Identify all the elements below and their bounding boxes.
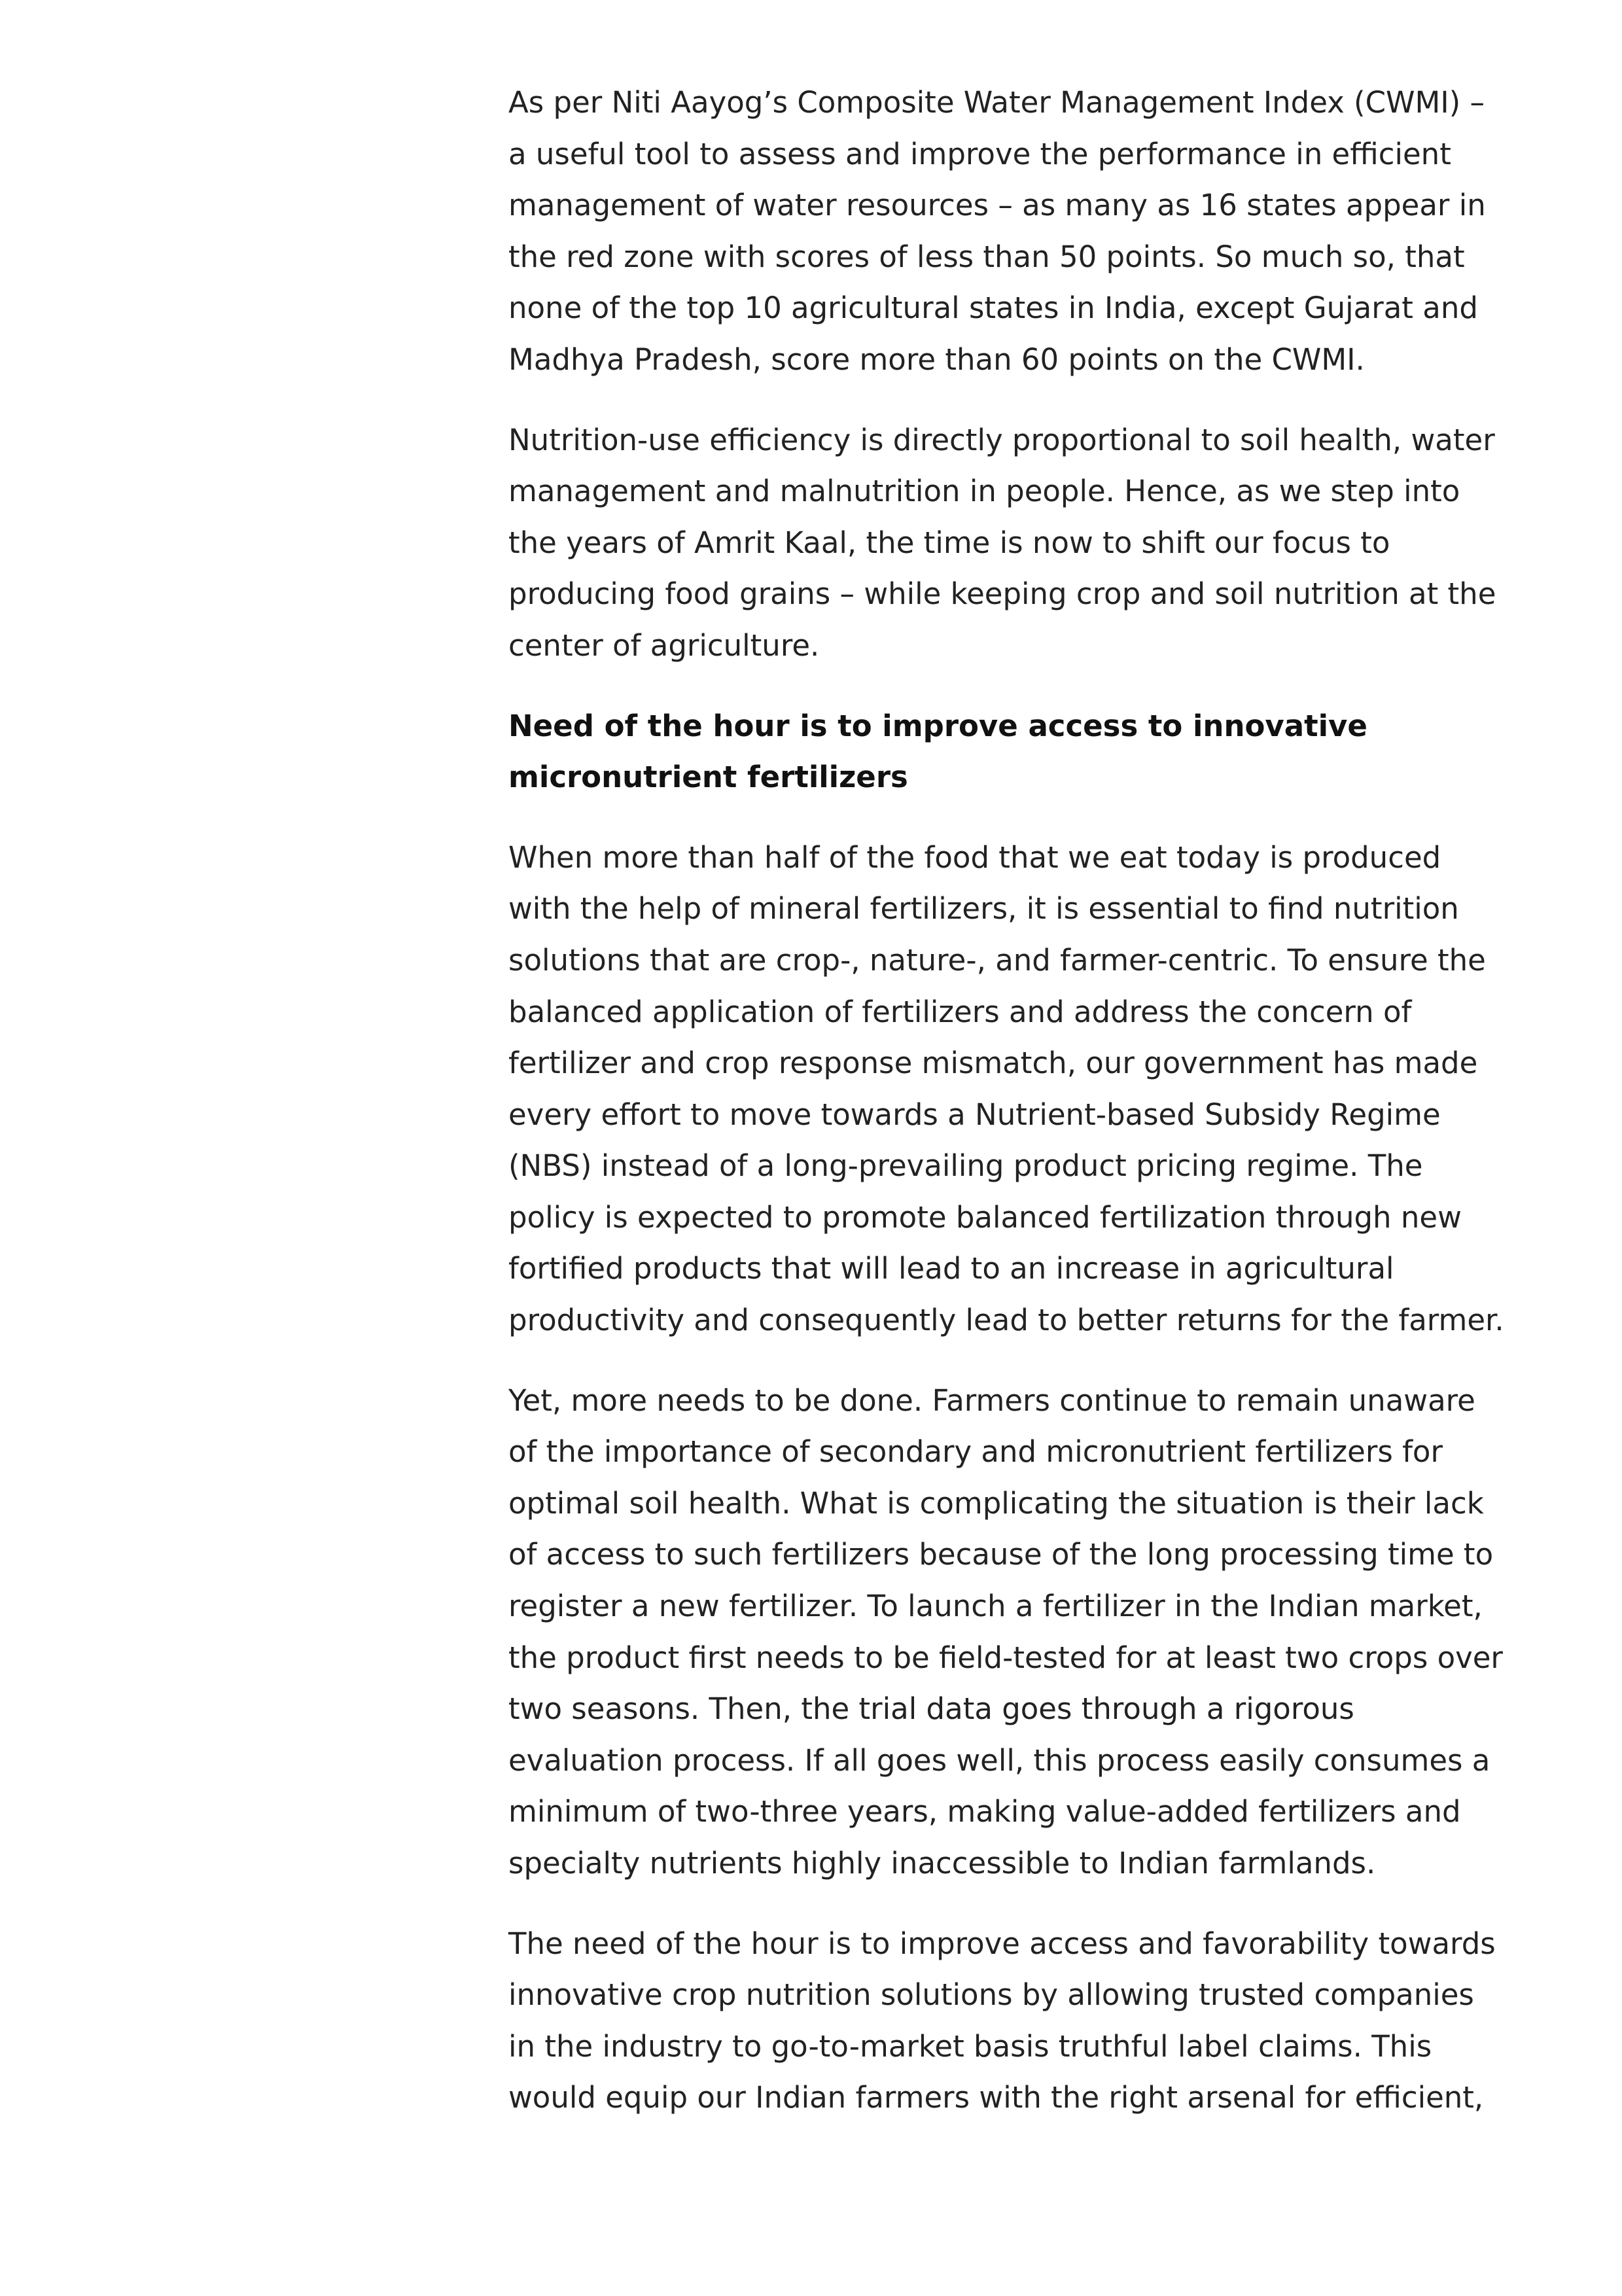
article-body (508, 77, 1504, 2153)
section-heading (508, 701, 1490, 804)
paragraph-more-needs-done (508, 1375, 1503, 1890)
text-line: The need of the hour is to improve access and favorability towards (508, 1926, 1496, 1961)
text-line: of access to such fertilizers because of the long processing time to (508, 1537, 1494, 1572)
text-line: management of water resources – as many as 16 states appear in (508, 188, 1486, 223)
text-line: solutions that are crop-, nature-, and farmer-centric. To ensure the (508, 942, 1486, 978)
text-line: of the importance of secondary and micronutrient fertilizers for (508, 1434, 1443, 1470)
paragraph-mineral-fertilizers (508, 832, 1504, 1347)
text-line: specialty nutrients highly inaccessible to Indian farmlands. (508, 1846, 1376, 1881)
text-line: Madhya Pradesh, score more than 60 points on the CWMI. (508, 342, 1365, 377)
text-line: When more than half of the food that we eat today is produced (508, 839, 1441, 875)
text-line: none of the top 10 agricultural states in India, except Gujarat and (508, 291, 1478, 326)
text-line: innovative crop nutrition solutions by allowing trusted companies (508, 1977, 1474, 2013)
text-line: As per Niti Aayog’s Composite Water Management Index (CWMI) – (508, 85, 1485, 120)
text-line: register a new fertilizer. To launch a fertilizer in the Indian market, (508, 1589, 1483, 1624)
text-line: minimum of two-three years, making value-added fertilizers and (508, 1794, 1461, 1829)
text-line: a useful tool to assess and improve the performance in efficient (508, 136, 1451, 171)
text-line: productivity and consequently lead to better returns for the farmer. (508, 1303, 1504, 1338)
text-line: center of agriculture. (508, 627, 820, 663)
text-line: (NBS) instead of a long-prevailing product pricing regime. The (508, 1148, 1423, 1184)
text-line: with the help of mineral fertilizers, it is essential to find nutrition (508, 891, 1459, 927)
paragraph-need-of-hour (508, 1918, 1496, 2124)
text-line: every effort to move towards a Nutrient-based Subsidy Regime (508, 1097, 1441, 1132)
text-line: the red zone with scores of less than 50 points. So much so, that (508, 239, 1465, 274)
text-line: fertilizer and crop response mismatch, our government has made (508, 1046, 1478, 1081)
text-line: would equip our Indian farmers with the right arsenal for efficient, (508, 2080, 1484, 2115)
text-line: management and malnutrition in people. Hence, as we step into (508, 474, 1460, 509)
text-line: the product first needs to be field-tested for at least two crops over (508, 1640, 1503, 1675)
paragraph-cwmi (508, 77, 1490, 386)
text-line: optimal soil health. What is complicating the situation is their lack (508, 1485, 1484, 1521)
text-line: Nutrition-use efficiency is directly proportional to soil health, water (508, 422, 1495, 457)
text-line: the years of Amrit Kaal, the time is now to shift our focus to (508, 525, 1390, 560)
heading-line: Need of the hour is to improve access to innovative (508, 708, 1367, 743)
paragraph-nutrition-use (508, 415, 1496, 672)
text-line: balanced application of fertilizers and address the concern of (508, 994, 1412, 1029)
text-line: policy is expected to promote balanced fertilization through new (508, 1199, 1462, 1235)
heading-line: micronutrient fertilizers (508, 760, 908, 795)
text-line: in the industry to go-to-market basis truthful label claims. This (508, 2028, 1432, 2064)
text-line: fortified products that will lead to an increase in agricultural (508, 1251, 1394, 1286)
text-line: Yet, more needs to be done. Farmers continue to remain unaware (508, 1383, 1475, 1418)
text-line: producing food grains – while keeping crop and soil nutrition at the (508, 576, 1496, 612)
text-line: two seasons. Then, the trial data goes through a rigorous (508, 1691, 1354, 1727)
text-line: evaluation process. If all goes well, this process easily consumes a (508, 1742, 1490, 1778)
